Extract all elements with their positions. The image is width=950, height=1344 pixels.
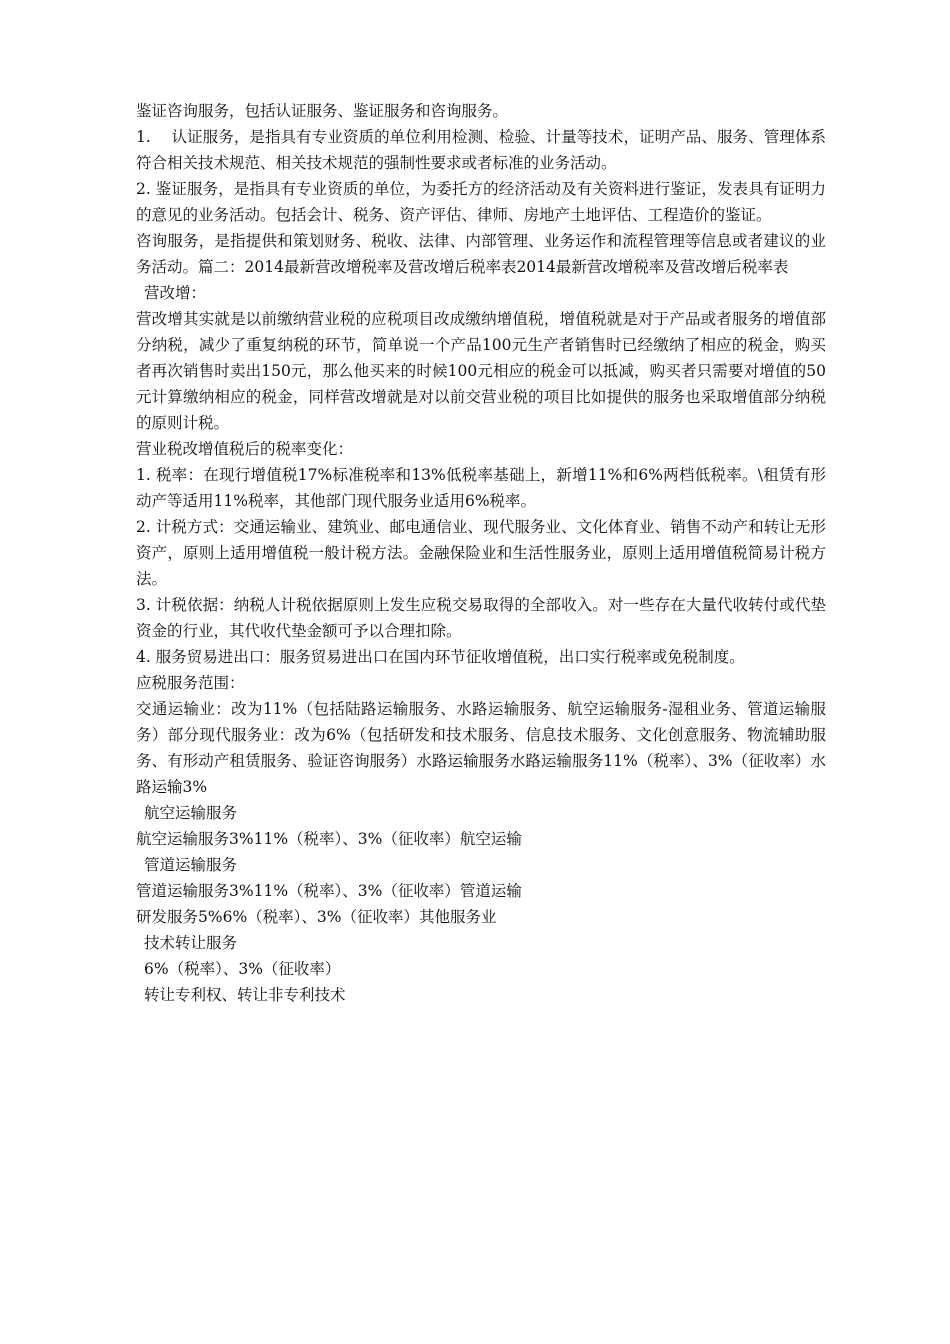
- paragraph-certification: 1. 认证服务，是指具有专业资质的单位利用检测、检验、计量等技术，证明产品、服务、管理体系符合相关技术规范、相关技术规范的强制性要求或者标准的业务活动。: [136, 128, 826, 172]
- heading-ying-gai-zeng: 营改增：: [144, 284, 207, 302]
- paragraph-tax-rate: 1. 税率：在现行增值税17%标准税率和13%低税率基础上，新增11%和6%两档低税率。\租赁有形动产等适用11%税率，其他部门现代服务业适用6%税率。: [136, 466, 826, 510]
- paragraph-consulting: 咨询服务，是指提供和策划财务、税收、法律、内部管理、业务运作和流程管理等信息或者建议的业务活动。篇二：2014最新营改增税率及营改增后税率表2014最新营改增税率及营改增后税率表: [136, 232, 826, 276]
- line-aviation-rates: 航空运输服务3%11%（税率）、3%（征收率）航空运输: [136, 830, 522, 848]
- paragraph-transport: 交通运输业：改为11%（包括陆路运输服务、水路运输服务、航空运输服务-湿租业务、管道运输服务）部分现代服务业：改为6%（包括研发和技术服务、信息技术服务、文化创意服务、物流辅助服务、有形动产租赁服务、验证咨询服务）水路运输服务水路运输服务11%（税率）、3%（征收率）水路运输3%: [136, 700, 826, 796]
- document-body: [136, 98, 826, 1008]
- paragraph-tax-basis: 3. 计税依据：纳税人计税依据原则上发生应税交易取得的全部收入。对一些存在大量代收转付或代垫资金的行业，其代收代垫金额可予以合理扣除。: [136, 596, 826, 640]
- heading-rate-change: 营业税改增值税后的税率变化：: [136, 440, 354, 458]
- line-tech-transfer-rates: 6%（税率）、3%（征收率）: [144, 960, 341, 978]
- paragraph-intro: 鉴证咨询服务，包括认证服务、鉴证服务和咨询服务。: [136, 102, 509, 120]
- line-patent-transfer: 转让专利权、转让非专利技术: [144, 986, 346, 1004]
- paragraph-ying-gai-zeng-explain: 营改增其实就是以前缴纳营业税的应税项目改成缴纳增值税，增值税就是对于产品或者服务的增值部分纳税，减少了重复纳税的环节，简单说一个产品100元生产者销售时已经缴纳了相应的税金，购买者再次销售时卖出150元，那么他买来的时候100元相应的税金可以抵减，购买者只需要对增值的50元计算缴纳相应的税金，同样营改增就是对以前交营业税的项目比如提供的服务也采取增值部分纳税的原则计税。: [136, 310, 826, 432]
- paragraph-service-trade: 4. 服务贸易进出口：服务贸易进出口在国内环节征收增值税，出口实行税率或免税制度。: [136, 648, 745, 666]
- line-pipeline-rates: 管道运输服务3%11%（税率）、3%（征收率）管道运输: [136, 882, 522, 900]
- paragraph-verification: 2. 鉴证服务，是指具有专业资质的单位，为委托方的经济活动及有关资料进行鉴证，发表具有证明力的意见的业务活动。包括会计、税务、资产评估、律师、房地产土地评估、工程造价的鉴证。: [136, 180, 826, 224]
- line-pipeline-heading: 管道运输服务: [144, 856, 238, 874]
- line-tech-transfer-heading: 技术转让服务: [144, 934, 238, 952]
- paragraph-tax-method: 2. 计税方式：交通运输业、建筑业、邮电通信业、现代服务业、文化体育业、销售不动产和转让无形资产，原则上适用增值税一般计税方法。金融保险业和生活性服务业，原则上适用增值税简易计税方法。: [136, 518, 826, 588]
- line-rnd-rates: 研发服务5%6%（税率）、3%（征收率）其他服务业: [136, 908, 497, 926]
- line-aviation-heading: 航空运输服务: [144, 804, 238, 822]
- heading-taxable-scope: 应税服务范围：: [136, 674, 245, 692]
